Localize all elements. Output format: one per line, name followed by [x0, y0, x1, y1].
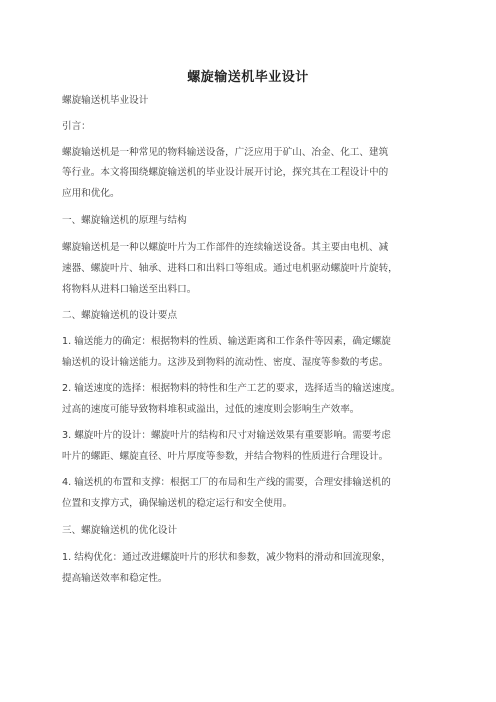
text-line: 引言： [62, 121, 91, 132]
text-line: 位置和支撑方式，确保输送机的稳定运行和安全使用。 [62, 498, 293, 509]
text-line: 速器、螺旋叶片、轴承、进料口和出料口等组成。通过电机驱动螺旋叶片旋转， [62, 263, 398, 274]
document-title: 螺旋输送机毕业设计 [187, 70, 309, 85]
text-line: 输送机的设计输送能力。这涉及到物料的流动性、密度、湿度等参数的考虑。 [62, 357, 389, 368]
text-line: 螺旋输送机是一种以螺旋叶片为工作部件的连续输送设备。其主要由电机、减 [62, 242, 389, 253]
text-line: 3. 螺旋叶片的设计：螺旋叶片的结构和尺寸对输送效果有重要影响。需要考虑 [62, 430, 391, 441]
text-line: 过高的速度可能导致物料堆积或溢出，过低的速度则会影响生产效率。 [62, 404, 360, 415]
text-line: 4. 输送机的布置和支撑：根据工厂的布局和生产线的需要，合理安排输送机的 [62, 477, 391, 488]
text-line: 叶片的螺距、螺旋直径、叶片厚度等参数，并结合物料的性质进行合理设计。 [62, 451, 389, 462]
section-heading: 三、螺旋输送机的优化设计 [62, 525, 178, 536]
text-line: 等行业。本文将围绕螺旋输送机的毕业设计展开讨论，探究其在工程设计中的 [62, 167, 389, 178]
text-line: 螺旋输送机是一种常见的物料输送设备，广泛应用于矿山、冶金、化工、建筑 [62, 147, 389, 158]
text-line: 提高输送效率和稳定性。 [62, 573, 168, 584]
text-line: 应用和优化。 [62, 188, 120, 199]
text-line: 螺旋输送机毕业设计 [62, 95, 149, 106]
text-line: 2. 输送速度的选择：根据物料的特性和生产工艺的要求，选择适当的输送速度。 [62, 383, 401, 394]
text-line: 1. 输送能力的确定：根据物料的性质、输送距离和工作条件等因素，确定螺旋 [62, 336, 391, 347]
section-heading: 二、螺旋输送机的设计要点 [62, 310, 178, 321]
section-heading: 一、螺旋输送机的原理与结构 [62, 215, 187, 226]
text-line: 将物料从进料口输送至出料口。 [62, 284, 197, 295]
text-line: 1. 结构优化：通过改进螺旋叶片的形状和参数，减少物料的滑动和回流现象， [62, 552, 391, 563]
